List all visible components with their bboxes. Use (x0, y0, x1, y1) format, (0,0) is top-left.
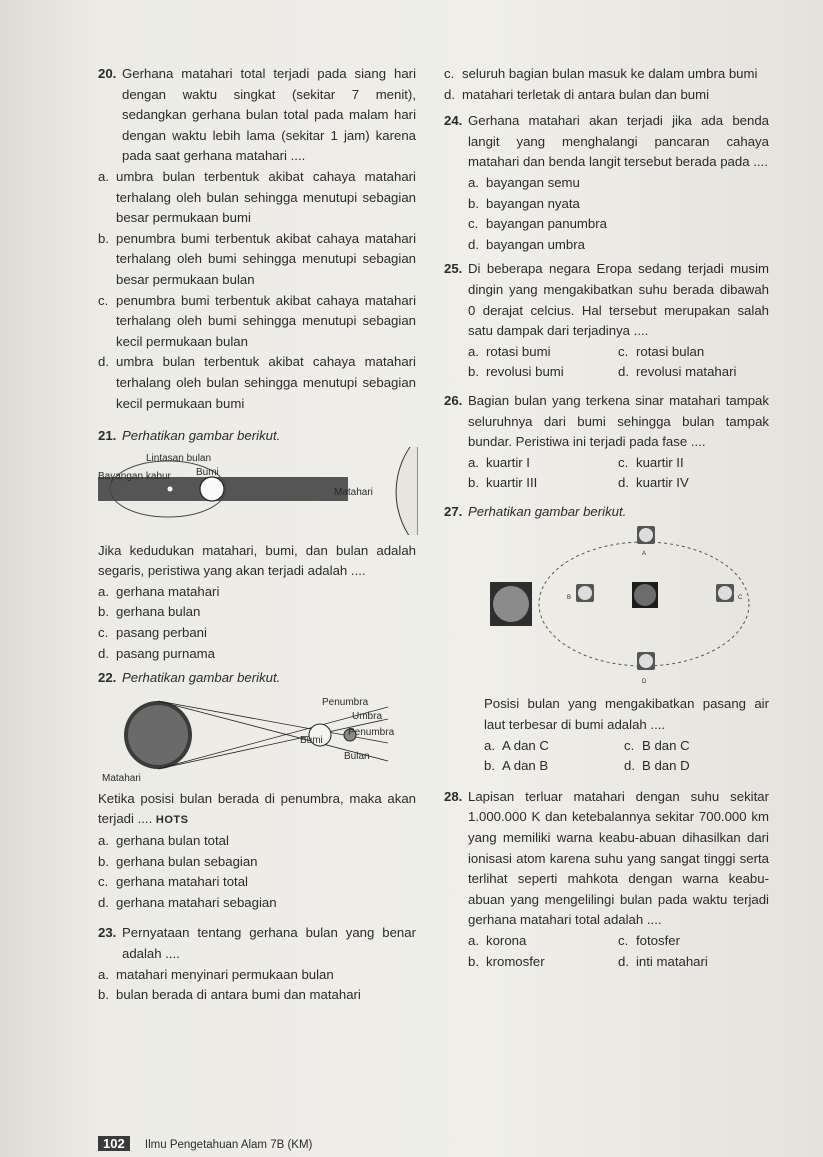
earth-label: Bumi (300, 734, 323, 746)
option-b[interactable]: b. gerhana bulan (98, 604, 201, 620)
question-21-text: Jika kedudukan matahari, bumi, dan bulan adalah segaris, peristiwa yang akan terjadi adalah .... (98, 542, 416, 579)
question-27: 27. Perhatikan gambar berikut. (444, 503, 627, 519)
option-a[interactable]: a. rotasi bumi (468, 343, 551, 359)
option-d[interactable]: d. inti matahari (618, 953, 708, 969)
option-d[interactable]: d. B dan D (624, 758, 690, 774)
option-b[interactable]: b. bayangan nyata (468, 195, 580, 211)
question-24: 24. Gerhana matahari akan terjadi jika ada benda langit yang menghalangi pancaran cahaya matahari dan benda langit tersebut berada pada .... (444, 113, 769, 170)
page-number: 102 (98, 1136, 130, 1151)
right-column (444, 64, 769, 972)
question-25: 25. Di beberapa negara Eropa sedang terjadi musim dingin yang mengakibatkan suhu berada dibawah 0 derajat celcius. Hal tersebut merupakan salah satu dampak dari terjadinya .... (444, 261, 769, 339)
option-b[interactable]: b. A dan B (484, 758, 549, 774)
option-c[interactable]: c. pasang perbani (98, 625, 207, 641)
label-b: B (567, 595, 572, 602)
option-d[interactable]: d. gerhana matahari sebagian (98, 894, 277, 910)
question-27-text: Posisi bulan yang mengakibatkan pasang air laut terbesar di bumi adalah .... (484, 696, 769, 733)
penumbra-top-label: Penumbra (322, 696, 369, 708)
sun-label: Matahari (102, 772, 141, 784)
book-title: Ilmu Pengetahuan Alam 7B (KM) (144, 1139, 313, 1151)
option-c[interactable]: c. rotasi bulan (618, 343, 705, 359)
option-b[interactable]: b. bulan berada di antara bumi dan matahari (98, 987, 361, 1003)
hots-badge: HOTS (155, 814, 189, 827)
option-a[interactable]: a. matahari menyinari permukaan bulan (98, 966, 334, 982)
orbit-label: Lintasan bulan (146, 452, 212, 464)
question-21: 21. Perhatikan gambar berikut. (98, 428, 281, 444)
option-a[interactable]: a. korona (468, 933, 527, 948)
sun (493, 586, 529, 622)
option-b[interactable]: b. gerhana bulan sebagian (98, 853, 258, 869)
option-c[interactable]: c. fotosfer (618, 933, 680, 948)
question-23: 23. Pernyataan tentang gerhana bulan yang benar adalah .... (98, 925, 416, 961)
option-c[interactable]: c. bayangan panumbra (468, 216, 607, 232)
left-column (98, 64, 416, 1006)
option-c[interactable]: c. kuartir II (618, 454, 684, 470)
option-b[interactable]: b. kuartir III (468, 475, 538, 491)
option-c[interactable]: c. seluruh bagian bulan masuk ke dalam umbra bumi (444, 66, 758, 81)
page-footer (98, 1136, 312, 1151)
question-28: 28. Lapisan terluar matahari dengan suhu sekitar 1.000.000 K dan ketebalannya sekitar 700.000 km yang memiliki warna keabu-abuan dihasilkan dari ionisasi atom karena suhu yang sangat tinggi serta terlihat seperti mahkota dengan warna keabu-abuan yang mengelilingi bulan pada waktu terjadi gerhana matahari total adalah .... (444, 788, 769, 928)
question-26: 26. Bagian bulan yang terkena sinar matahari tampak seluruhnya dari bumi sehingga bulan tampak bundar. Peristiwa ini terjadi pada fase .... (444, 392, 769, 450)
option-d[interactable]: d. kuartir IV (618, 475, 689, 491)
figure-22 (98, 689, 416, 789)
question-20 (98, 64, 416, 167)
options-26 (468, 453, 769, 494)
sun-core (128, 705, 188, 765)
options-27 (484, 736, 769, 777)
sun (396, 447, 418, 535)
option-c[interactable]: c. gerhana matahari total (98, 874, 248, 890)
option-b[interactable]: b. revolusi bumi (468, 364, 564, 380)
moon-label: Bulan (344, 750, 370, 762)
sun-label: Matahari (334, 486, 373, 498)
option-a[interactable]: a. gerhana bulan total (98, 833, 229, 849)
earth-label: Bumi (196, 466, 219, 478)
question-stem: Gerhana matahari total terjadi pada siang hari dengan waktu singkat (sekitar 7 menit), sedangkan gerhana bulan total pada malam hari dengan waktu lebih lama (sekitar 1 jam) karena pada saat gerhana matahari .... (122, 66, 416, 164)
option-c[interactable]: c. B dan C (624, 737, 690, 753)
option-a[interactable]: a. umbra bulan terbentuk akibat cahaya matahari terhalang oleh bulan sehingga menutupi sebagian besar permukaan bumi (98, 168, 416, 226)
option-a[interactable]: a. gerhana matahari (98, 583, 220, 599)
option-d[interactable]: d. bayangan umbra (468, 236, 585, 252)
figure-27 (444, 522, 769, 694)
option-d[interactable]: d. matahari terletak di antara bulan dan bumi (444, 86, 710, 102)
label-d: D (642, 679, 647, 686)
shadow-label: Bayangan kabur (98, 470, 171, 482)
option-b[interactable]: b. kromosfer (468, 953, 545, 969)
earth (634, 584, 656, 606)
option-b[interactable]: b. penumbra bumi terbentuk akibat cahaya matahari terhalang oleh bumi sehingga menutupi sebagian besar permukaan bulan (98, 230, 416, 287)
label-c: C (738, 595, 743, 602)
option-c[interactable]: c. penumbra bumi terbentuk akibat cahaya matahari terhalang oleh bumi sehingga menutupi sebagian kecil permukaan bulan (98, 292, 416, 349)
options-25 (468, 342, 769, 383)
label-a: A (642, 551, 647, 558)
option-a[interactable]: a. bayangan semu (468, 174, 580, 190)
option-d[interactable]: d. umbra bulan terbentuk akibat cahaya matahari terhalang oleh bulan sehingga menutupi sebagian kecil permukaan bumi (98, 354, 416, 411)
option-d[interactable]: d. pasang purnama (98, 645, 215, 661)
question-number: 20. (98, 66, 117, 81)
question-22: 22. Perhatikan gambar berikut. (98, 670, 281, 686)
options-28 (468, 931, 769, 972)
umbra-label: Umbra (352, 710, 383, 722)
option-d[interactable]: d. revolusi matahari (618, 364, 737, 380)
option-a[interactable]: a. kuartir I (468, 454, 530, 470)
figure-21 (98, 447, 416, 535)
penumbra-bottom-label: Penumbra (348, 726, 395, 738)
question-22-text: Ketika posisi bulan berada di penumbra, maka akan terjadi .... HOTS (98, 790, 416, 827)
moon-orbit-diagram (444, 522, 764, 694)
option-a[interactable]: a. A dan C (484, 737, 549, 753)
